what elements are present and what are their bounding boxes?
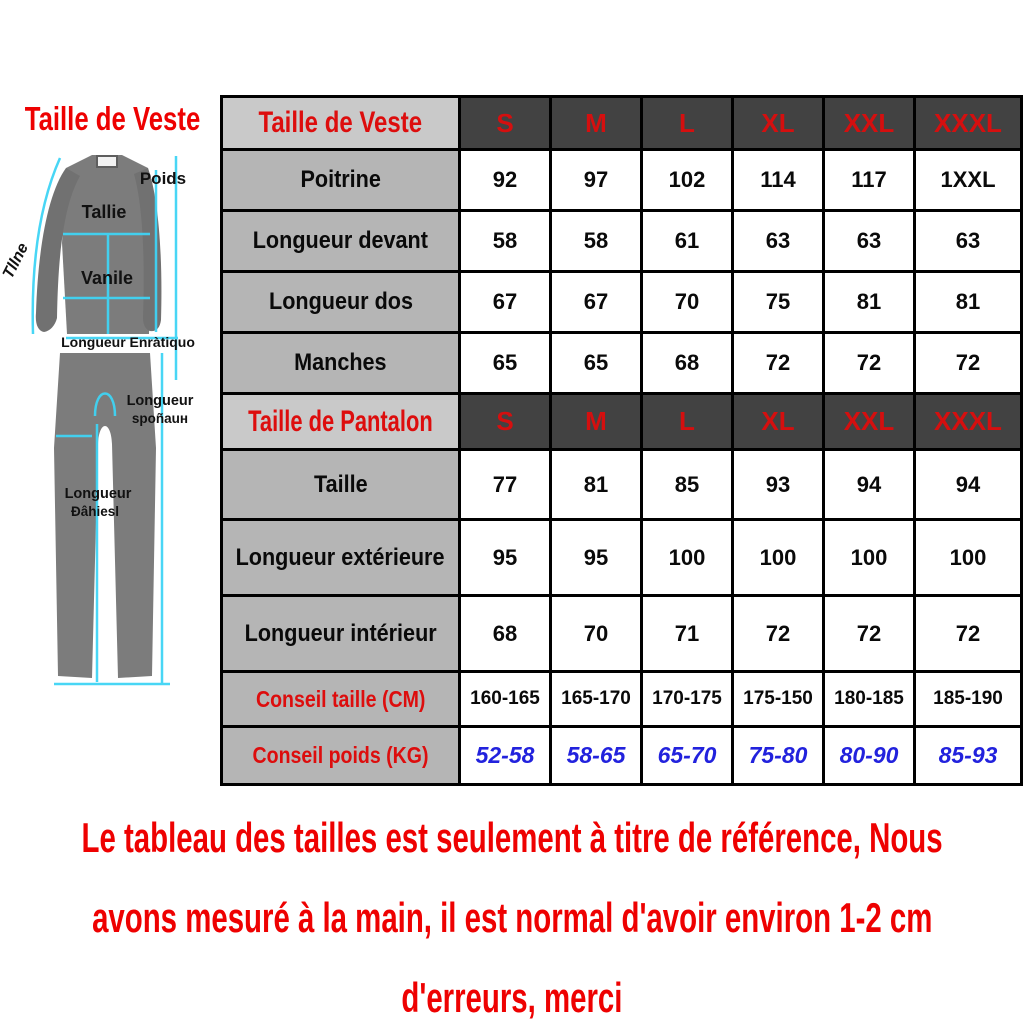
pantalon-header-text: Taille de Pantalon: [248, 404, 433, 438]
size-col-header: XL: [734, 98, 825, 151]
row-label-manches: [223, 334, 461, 395]
pants-lower-label-1: Longueur: [64, 486, 132, 502]
under-jacket-label: Longueur Enràtiquo: [61, 334, 195, 350]
row-label-text: Longueur dos: [268, 288, 413, 315]
page-title-text: Taille de Veste: [24, 100, 201, 137]
table-value: 70: [643, 273, 734, 334]
table-value: 72: [825, 334, 916, 395]
row-label-longueur-dos: [223, 273, 461, 334]
table-value: 85: [643, 451, 734, 521]
table-value: 85-93: [916, 728, 1023, 786]
row-label-conseil-taille: [223, 673, 461, 728]
table-value: 100: [734, 521, 825, 597]
disclaimer-line-1: Le tableau des tailles est seulement à titre de référence, Nous: [81, 814, 943, 861]
garment-measurement-diagram: [0, 148, 220, 793]
table-value: 80-90: [825, 728, 916, 786]
poids-label: Poids: [139, 169, 187, 188]
size-col-header: S: [461, 98, 552, 151]
table-value: 65: [461, 334, 552, 395]
table-value: 92: [461, 151, 552, 212]
table-value: 63: [825, 212, 916, 273]
size-col-header: L: [643, 395, 734, 451]
disclaimer-line-2: avons mesuré à la main, il est normal d'avoir environ 1-2 cm: [91, 894, 933, 941]
table-value: 114: [734, 151, 825, 212]
vanile-label: Vanile: [80, 268, 134, 288]
row-label-longueur-devant: [223, 212, 461, 273]
size-col-header: L: [643, 98, 734, 151]
tallie-label: Tallie: [81, 202, 127, 222]
row-label-text: Conseil taille (CM): [255, 685, 426, 712]
table-value: 61: [643, 212, 734, 273]
table-value: 77: [461, 451, 552, 521]
table-value: 72: [734, 334, 825, 395]
row-label-text: Conseil poids (KG): [252, 742, 429, 768]
table-value: 68: [643, 334, 734, 395]
row-label-text: Longueur devant: [252, 227, 429, 254]
table-value: 81: [552, 451, 643, 521]
table-value: 160-165: [461, 673, 552, 728]
size-col-header: S: [461, 395, 552, 451]
row-label-longueur-interieur: [223, 597, 461, 673]
size-col-header: XXL: [825, 395, 916, 451]
table-value: 94: [916, 451, 1023, 521]
table-value: 72: [916, 597, 1023, 673]
table-value: 165-170: [552, 673, 643, 728]
size-col-header: XXXL: [916, 98, 1023, 151]
table-value: 93: [734, 451, 825, 521]
table-value: 180-185: [825, 673, 916, 728]
table-value: 70: [552, 597, 643, 673]
size-col-header: XXL: [825, 98, 916, 151]
table-value: 72: [825, 597, 916, 673]
row-label-text: Manches: [294, 349, 387, 376]
table-value: 95: [461, 521, 552, 597]
table-value: 75-80: [734, 728, 825, 786]
veste-header-text: Taille de Veste: [258, 106, 423, 139]
table-value: 100: [643, 521, 734, 597]
size-table: [220, 95, 1023, 786]
table-value: 100: [916, 521, 1023, 597]
row-label-taille: [223, 451, 461, 521]
table-value: 52-58: [461, 728, 552, 786]
table-value: 58-65: [552, 728, 643, 786]
sleeve-label: Tllne: [0, 240, 33, 282]
row-label-text: Longueur extérieure: [236, 543, 445, 571]
table-value: 102: [643, 151, 734, 212]
table-value: 1XXL: [916, 151, 1023, 212]
row-label-text: Poitrine: [300, 166, 381, 193]
disclaimer-line-3: d'erreurs, merci: [401, 974, 623, 1021]
table-value: 97: [552, 151, 643, 212]
table-value: 63: [734, 212, 825, 273]
row-label-text: Longueur intérieur: [244, 619, 437, 647]
table-value: 58: [552, 212, 643, 273]
table-value: 81: [825, 273, 916, 334]
veste-header-cell: [223, 98, 461, 151]
table-value: 58: [461, 212, 552, 273]
jacket-collar: [97, 156, 117, 167]
table-value: 94: [825, 451, 916, 521]
pants-upper-label-1: Longueur: [126, 393, 194, 409]
size-col-header: XXXL: [916, 395, 1023, 451]
table-value: 67: [461, 273, 552, 334]
size-col-header: XL: [734, 395, 825, 451]
table-value: 170-175: [643, 673, 734, 728]
table-value: 100: [825, 521, 916, 597]
table-value: 71: [643, 597, 734, 673]
table-value: 175-150: [734, 673, 825, 728]
row-label-poitrine: [223, 151, 461, 212]
disclaimer: [0, 795, 1024, 1023]
size-col-header: M: [552, 395, 643, 451]
page-title: [0, 100, 220, 138]
pants-upper-label-2: ѕpoñauʜ: [131, 411, 189, 426]
table-value: 72: [916, 334, 1023, 395]
table-value: 65-70: [643, 728, 734, 786]
table-value: 81: [916, 273, 1023, 334]
pants-lower-label-2: Đâhiesl: [70, 504, 120, 519]
row-label-longueur-exterieure: [223, 521, 461, 597]
size-col-header: M: [552, 98, 643, 151]
table-value: 65: [552, 334, 643, 395]
pantalon-header-cell: [223, 395, 461, 451]
table-value: 75: [734, 273, 825, 334]
table-value: 67: [552, 273, 643, 334]
row-label-text: Taille: [313, 470, 368, 498]
table-value: 72: [734, 597, 825, 673]
table-value: 63: [916, 212, 1023, 273]
table-value: 68: [461, 597, 552, 673]
table-value: 185-190: [916, 673, 1023, 728]
row-label-conseil-poids: [223, 728, 461, 786]
table-value: 95: [552, 521, 643, 597]
table-value: 117: [825, 151, 916, 212]
